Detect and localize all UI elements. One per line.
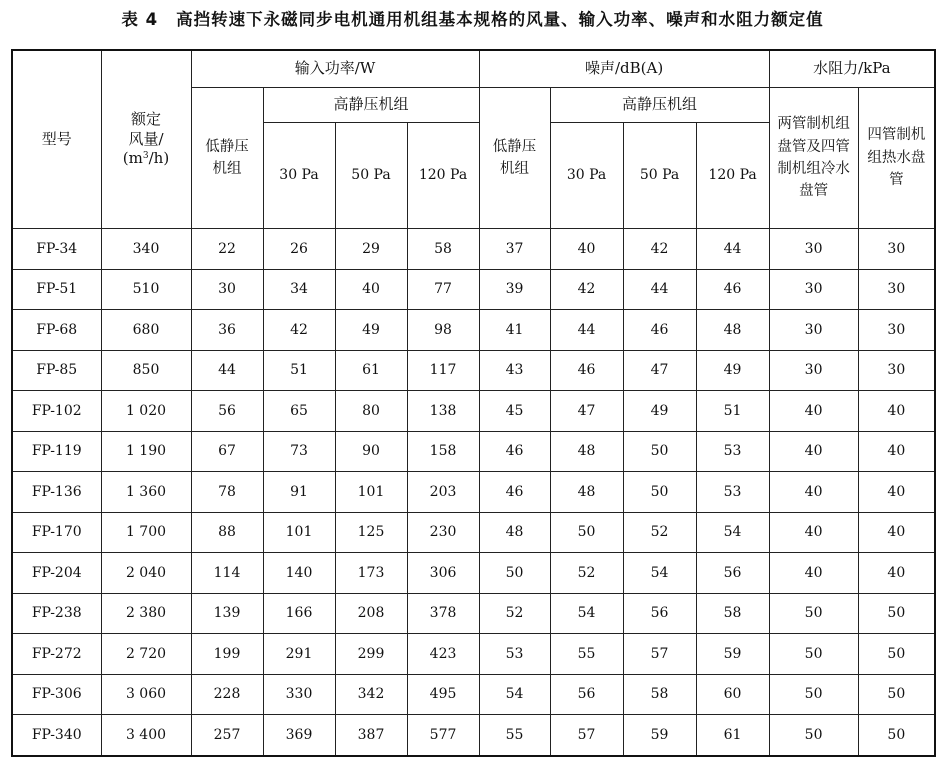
cell-water_cold: 40 bbox=[769, 431, 858, 472]
cell-water_hot: 40 bbox=[858, 391, 935, 432]
cell-noise_low: 37 bbox=[479, 229, 550, 270]
cell-power_30: 91 bbox=[263, 472, 335, 513]
cell-noise_50: 50 bbox=[623, 472, 696, 513]
cell-power_50: 387 bbox=[335, 715, 407, 756]
cell-noise_30: 48 bbox=[550, 472, 623, 513]
cell-noise_120: 51 bbox=[696, 391, 769, 432]
cell-noise_low: 43 bbox=[479, 350, 550, 391]
cell-water_cold: 30 bbox=[769, 229, 858, 270]
cell-noise_30: 54 bbox=[550, 593, 623, 634]
table-row bbox=[12, 593, 935, 634]
cell-airflow: 1 020 bbox=[101, 391, 191, 432]
table-caption bbox=[0, 6, 945, 28]
cell-water_cold: 40 bbox=[769, 553, 858, 594]
table-row bbox=[12, 472, 935, 513]
cell-power_120: 158 bbox=[407, 431, 479, 472]
header-noise-low-static: 低静压机组 bbox=[479, 88, 550, 229]
cell-power_120: 117 bbox=[407, 350, 479, 391]
cell-power_low: 78 bbox=[191, 472, 263, 513]
cell-airflow: 1 700 bbox=[101, 512, 191, 553]
table-body bbox=[12, 229, 935, 756]
cell-model: FP-119 bbox=[12, 431, 101, 472]
cell-noise_30: 47 bbox=[550, 391, 623, 432]
cell-noise_low: 53 bbox=[479, 634, 550, 675]
table-row bbox=[12, 512, 935, 553]
header-water-hot-coil: 四管制机组热水盘管 bbox=[858, 88, 935, 229]
cell-noise_30: 46 bbox=[550, 350, 623, 391]
cell-airflow: 2 040 bbox=[101, 553, 191, 594]
cell-power_low: 228 bbox=[191, 674, 263, 715]
cell-noise_120: 54 bbox=[696, 512, 769, 553]
cell-noise_low: 46 bbox=[479, 472, 550, 513]
cell-power_50: 342 bbox=[335, 674, 407, 715]
cell-noise_120: 53 bbox=[696, 431, 769, 472]
header-airflow bbox=[101, 50, 191, 229]
cell-water_cold: 40 bbox=[769, 472, 858, 513]
cell-noise_30: 48 bbox=[550, 431, 623, 472]
cell-noise_30: 52 bbox=[550, 553, 623, 594]
cell-noise_120: 46 bbox=[696, 269, 769, 310]
cell-water_cold: 50 bbox=[769, 593, 858, 634]
cell-water_hot: 50 bbox=[858, 715, 935, 756]
cell-noise_30: 57 bbox=[550, 715, 623, 756]
table-row bbox=[12, 715, 935, 756]
cell-airflow: 3 400 bbox=[101, 715, 191, 756]
cell-noise_30: 42 bbox=[550, 269, 623, 310]
cell-power_50: 80 bbox=[335, 391, 407, 432]
cell-model: FP-34 bbox=[12, 229, 101, 270]
header-water-cold-coil: 两管制机组盘管及四管制机组冷水盘管 bbox=[769, 88, 858, 229]
cell-model: FP-68 bbox=[12, 310, 101, 351]
table-number: 表 4 bbox=[121, 10, 159, 29]
cell-noise_120: 59 bbox=[696, 634, 769, 675]
cell-model: FP-306 bbox=[12, 674, 101, 715]
cell-noise_50: 54 bbox=[623, 553, 696, 594]
cell-water_hot: 40 bbox=[858, 512, 935, 553]
cell-power_low: 22 bbox=[191, 229, 263, 270]
cell-power_50: 40 bbox=[335, 269, 407, 310]
cell-power_30: 65 bbox=[263, 391, 335, 432]
cell-noise_50: 59 bbox=[623, 715, 696, 756]
cell-power_50: 208 bbox=[335, 593, 407, 634]
cell-model: FP-170 bbox=[12, 512, 101, 553]
cell-power_120: 495 bbox=[407, 674, 479, 715]
table-row bbox=[12, 269, 935, 310]
cell-power_50: 29 bbox=[335, 229, 407, 270]
cell-power_30: 291 bbox=[263, 634, 335, 675]
cell-power_50: 125 bbox=[335, 512, 407, 553]
cell-model: FP-204 bbox=[12, 553, 101, 594]
cell-model: FP-238 bbox=[12, 593, 101, 634]
cell-model: FP-272 bbox=[12, 634, 101, 675]
cell-power_30: 34 bbox=[263, 269, 335, 310]
header-water-group: 水阻力/kPa bbox=[769, 50, 935, 88]
cell-water_cold: 50 bbox=[769, 715, 858, 756]
cell-power_30: 42 bbox=[263, 310, 335, 351]
table-row bbox=[12, 310, 935, 351]
cell-airflow: 340 bbox=[101, 229, 191, 270]
header-noise-30pa: 30 Pa bbox=[550, 123, 623, 229]
cell-water_cold: 40 bbox=[769, 512, 858, 553]
cell-power_50: 49 bbox=[335, 310, 407, 351]
cell-power_30: 73 bbox=[263, 431, 335, 472]
cell-noise_50: 50 bbox=[623, 431, 696, 472]
cell-noise_low: 55 bbox=[479, 715, 550, 756]
table-header bbox=[12, 50, 935, 229]
cell-noise_120: 53 bbox=[696, 472, 769, 513]
cell-water_cold: 40 bbox=[769, 391, 858, 432]
cell-power_120: 77 bbox=[407, 269, 479, 310]
cell-airflow: 680 bbox=[101, 310, 191, 351]
cell-noise_30: 50 bbox=[550, 512, 623, 553]
cell-noise_30: 40 bbox=[550, 229, 623, 270]
cell-power_50: 101 bbox=[335, 472, 407, 513]
cell-noise_120: 44 bbox=[696, 229, 769, 270]
cell-water_hot: 40 bbox=[858, 553, 935, 594]
cell-power_120: 203 bbox=[407, 472, 479, 513]
cell-power_low: 67 bbox=[191, 431, 263, 472]
cell-noise_30: 55 bbox=[550, 634, 623, 675]
cell-water_hot: 30 bbox=[858, 229, 935, 270]
cell-airflow: 2 380 bbox=[101, 593, 191, 634]
header-noise-120pa: 120 Pa bbox=[696, 123, 769, 229]
cell-noise_120: 61 bbox=[696, 715, 769, 756]
cell-power_30: 26 bbox=[263, 229, 335, 270]
cell-model: FP-136 bbox=[12, 472, 101, 513]
cell-power_low: 36 bbox=[191, 310, 263, 351]
header-power-30pa: 30 Pa bbox=[263, 123, 335, 229]
cell-noise_50: 58 bbox=[623, 674, 696, 715]
cell-power_low: 44 bbox=[191, 350, 263, 391]
cell-power_50: 173 bbox=[335, 553, 407, 594]
cell-airflow: 1 360 bbox=[101, 472, 191, 513]
cell-power_120: 138 bbox=[407, 391, 479, 432]
cell-power_30: 369 bbox=[263, 715, 335, 756]
cell-power_low: 30 bbox=[191, 269, 263, 310]
cell-noise_50: 42 bbox=[623, 229, 696, 270]
cell-water_cold: 30 bbox=[769, 310, 858, 351]
cell-power_120: 98 bbox=[407, 310, 479, 351]
cell-noise_low: 52 bbox=[479, 593, 550, 634]
cell-noise_120: 58 bbox=[696, 593, 769, 634]
cell-noise_50: 49 bbox=[623, 391, 696, 432]
cell-noise_50: 46 bbox=[623, 310, 696, 351]
cell-power_120: 378 bbox=[407, 593, 479, 634]
cell-model: FP-51 bbox=[12, 269, 101, 310]
cell-noise_120: 56 bbox=[696, 553, 769, 594]
header-noise-group: 噪声/dB(A) bbox=[479, 50, 769, 88]
cell-power_30: 101 bbox=[263, 512, 335, 553]
cell-noise_low: 54 bbox=[479, 674, 550, 715]
cell-water_cold: 50 bbox=[769, 634, 858, 675]
cell-water_hot: 40 bbox=[858, 472, 935, 513]
cell-power_low: 56 bbox=[191, 391, 263, 432]
cell-airflow: 850 bbox=[101, 350, 191, 391]
header-power-group: 输入功率/W bbox=[191, 50, 479, 88]
table-row bbox=[12, 391, 935, 432]
cell-power_30: 166 bbox=[263, 593, 335, 634]
cell-power_low: 114 bbox=[191, 553, 263, 594]
table-row bbox=[12, 674, 935, 715]
header-noise-high-static: 高静压机组 bbox=[550, 88, 769, 123]
cell-noise_50: 57 bbox=[623, 634, 696, 675]
cell-power_120: 306 bbox=[407, 553, 479, 594]
cell-power_120: 577 bbox=[407, 715, 479, 756]
cell-water_cold: 30 bbox=[769, 350, 858, 391]
cell-water_hot: 40 bbox=[858, 431, 935, 472]
cell-power_120: 230 bbox=[407, 512, 479, 553]
header-power-low-static: 低静压机组 bbox=[191, 88, 263, 229]
cell-water_hot: 50 bbox=[858, 593, 935, 634]
spec-table bbox=[11, 49, 936, 757]
cell-noise_120: 49 bbox=[696, 350, 769, 391]
cell-noise_30: 56 bbox=[550, 674, 623, 715]
cell-noise_30: 44 bbox=[550, 310, 623, 351]
cell-power_120: 423 bbox=[407, 634, 479, 675]
header-power-high-static: 高静压机组 bbox=[263, 88, 479, 123]
cell-water_cold: 30 bbox=[769, 269, 858, 310]
cell-airflow: 510 bbox=[101, 269, 191, 310]
cell-noise_120: 60 bbox=[696, 674, 769, 715]
table-title: 高挡转速下永磁同步电机通用机组基本规格的风量、输入功率、噪声和水阻力额定值 bbox=[176, 10, 824, 29]
cell-noise_low: 48 bbox=[479, 512, 550, 553]
header-airflow-line2: 风量/ bbox=[128, 129, 164, 148]
cell-noise_50: 47 bbox=[623, 350, 696, 391]
cell-noise_120: 48 bbox=[696, 310, 769, 351]
cell-power_50: 299 bbox=[335, 634, 407, 675]
cell-noise_low: 50 bbox=[479, 553, 550, 594]
table-row bbox=[12, 350, 935, 391]
header-airflow-line1: 额定 bbox=[130, 110, 161, 129]
cell-noise_50: 56 bbox=[623, 593, 696, 634]
cell-power_low: 257 bbox=[191, 715, 263, 756]
table-row bbox=[12, 553, 935, 594]
header-airflow-unit: $(m^3/h)$ bbox=[122, 149, 170, 168]
cell-model: FP-85 bbox=[12, 350, 101, 391]
cell-model: FP-102 bbox=[12, 391, 101, 432]
cell-noise_50: 52 bbox=[623, 512, 696, 553]
cell-water_hot: 30 bbox=[858, 350, 935, 391]
cell-power_30: 51 bbox=[263, 350, 335, 391]
cell-water_hot: 30 bbox=[858, 269, 935, 310]
cell-airflow: 1 190 bbox=[101, 431, 191, 472]
table-row bbox=[12, 431, 935, 472]
cell-noise_low: 46 bbox=[479, 431, 550, 472]
cell-noise_low: 45 bbox=[479, 391, 550, 432]
cell-noise_low: 41 bbox=[479, 310, 550, 351]
header-model: 型号 bbox=[12, 50, 101, 229]
cell-power_50: 61 bbox=[335, 350, 407, 391]
header-power-50pa: 50 Pa bbox=[335, 123, 407, 229]
header-power-120pa: 120 Pa bbox=[407, 123, 479, 229]
cell-power_120: 58 bbox=[407, 229, 479, 270]
cell-model: FP-340 bbox=[12, 715, 101, 756]
cell-noise_low: 39 bbox=[479, 269, 550, 310]
cell-power_50: 90 bbox=[335, 431, 407, 472]
cell-airflow: 2 720 bbox=[101, 634, 191, 675]
header-noise-50pa: 50 Pa bbox=[623, 123, 696, 229]
cell-power_low: 88 bbox=[191, 512, 263, 553]
cell-water_hot: 30 bbox=[858, 310, 935, 351]
cell-water_hot: 50 bbox=[858, 634, 935, 675]
cell-power_low: 139 bbox=[191, 593, 263, 634]
cell-water_cold: 50 bbox=[769, 674, 858, 715]
table-row bbox=[12, 229, 935, 270]
cell-power_30: 330 bbox=[263, 674, 335, 715]
cell-power_30: 140 bbox=[263, 553, 335, 594]
cell-water_hot: 50 bbox=[858, 674, 935, 715]
table-row bbox=[12, 634, 935, 675]
cell-power_low: 199 bbox=[191, 634, 263, 675]
cell-noise_50: 44 bbox=[623, 269, 696, 310]
cell-airflow: 3 060 bbox=[101, 674, 191, 715]
